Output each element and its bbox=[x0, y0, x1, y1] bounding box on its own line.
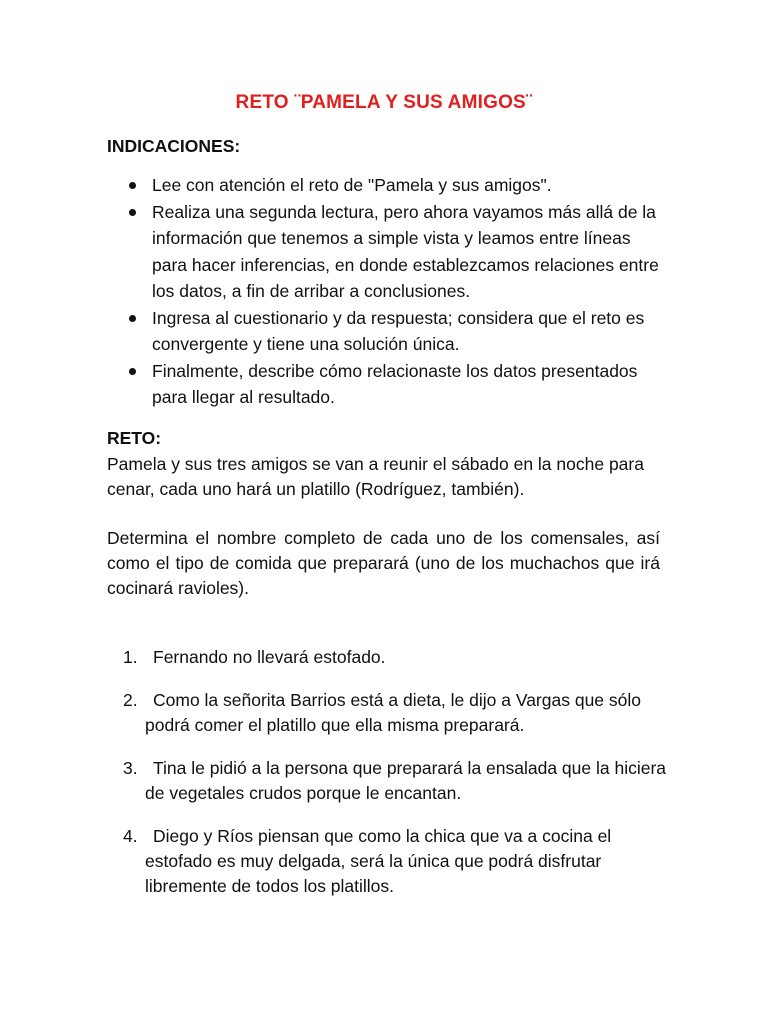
challenge-heading: RETO: bbox=[107, 428, 162, 448]
bullet-icon bbox=[129, 182, 136, 189]
list-item bbox=[107, 756, 667, 806]
list-item bbox=[107, 824, 667, 899]
list-item bbox=[107, 199, 667, 305]
clues-list bbox=[107, 645, 667, 917]
list-item-text: Ingresa al cuestionario y da respuesta; considera que el reto es convergente y tiene una solución única. bbox=[152, 307, 645, 354]
clue-number: 1. bbox=[123, 647, 138, 667]
instructions-heading: INDICACIONES: bbox=[107, 136, 241, 156]
clue-text: Diego y Ríos piensan que como la chica que va a cocina el estofado es muy delgada, será la única que podrá disfrutar libremente de todos los platillos. bbox=[145, 826, 612, 896]
clue-text: Como la señorita Barrios está a dieta, le dijo a Vargas que sólo podrá comer el platillo que ella misma preparará. bbox=[145, 690, 642, 735]
page-title: RETO ¨PAMELA Y SUS AMIGOS¨ bbox=[235, 92, 533, 113]
list-item-text: Lee con atención el reto de "Pamela y sus amigos". bbox=[152, 175, 552, 195]
list-item bbox=[107, 358, 667, 411]
instructions-list bbox=[107, 172, 667, 411]
list-item bbox=[107, 305, 667, 358]
bullet-icon bbox=[129, 315, 136, 322]
bullet-icon bbox=[129, 368, 136, 375]
clue-number: 3. bbox=[123, 758, 138, 778]
clue-text: Tina le pidió a la persona que preparará la ensalada que la hiciera de vegetales crudos porque le encantan. bbox=[145, 758, 667, 803]
list-item-text: Finalmente, describe cómo relacionaste los datos presentados para llegar al resultado. bbox=[152, 360, 638, 407]
bullet-icon bbox=[129, 209, 136, 216]
challenge-intro-paragraph: Pamela y sus tres amigos se van a reunir el sábado en la noche para cenar, cada uno hará un platillo (Rodríguez, también). bbox=[107, 454, 644, 499]
challenge-task-paragraph: Determina el nombre completo de cada uno de los comensales, así como el tipo de comida que preparará (uno de los muchachos que irá cocinará ravioles). bbox=[107, 528, 660, 598]
list-item bbox=[107, 172, 667, 199]
list-item bbox=[107, 645, 667, 670]
clue-number: 4. bbox=[123, 826, 138, 846]
list-item bbox=[107, 688, 667, 738]
list-item-text: Realiza una segunda lectura, pero ahora vayamos más allá de la información que tenemos a simple vista y leamos entre líneas para hacer inferencias, en donde establezcamos relaciones entre los datos, a fin de arribar a conclusiones. bbox=[152, 201, 659, 301]
clue-number: 2. bbox=[123, 690, 138, 710]
clue-text: Fernando no llevará estofado. bbox=[153, 647, 386, 667]
